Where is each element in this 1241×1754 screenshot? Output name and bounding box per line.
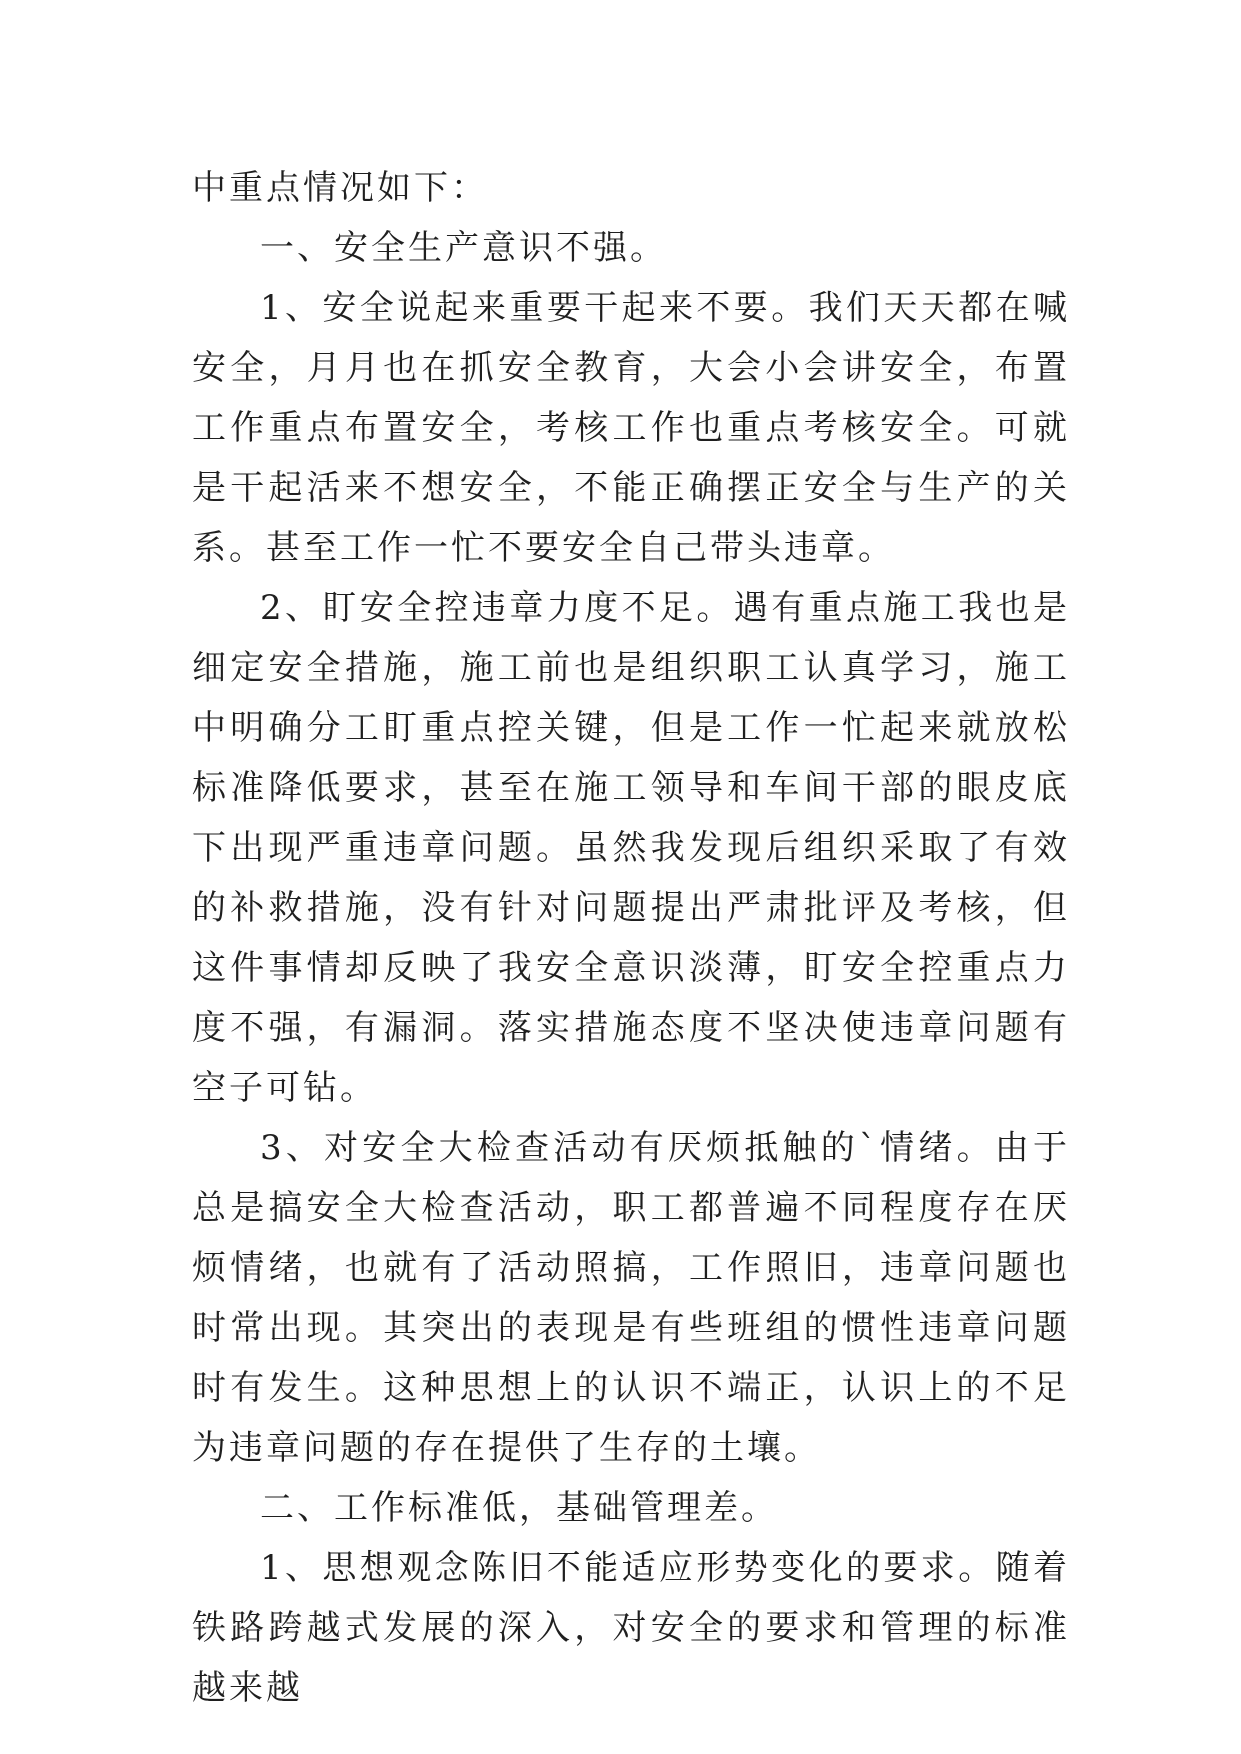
paragraph-2-1: 1、思想观念陈旧不能适应形势变化的要求。随着铁路跨越式发展的深入，对安全的要求和管理的标准越来越 [192,1548,1070,1708]
section-heading-1: 一、安全生产意识不强。 [260,228,667,268]
paragraph-intro: 中重点情况如下： [192,168,488,208]
paragraph-1-1: 1、安全说起来重要干起来不要。我们天天都在喊安全，月月也在抓安全教育，大会小会讲安全，布置工作重点布置安全，考核工作也重点考核安全。可就是干起活来不想安全，不能正确摆正安全与生产的关系。甚至工作一忙不要安全自己带头违章。 [192,288,1070,568]
paragraph-1-2: 2、盯安全控违章力度不足。遇有重点施工我也是细定安全措施，施工前也是组织职工认真学习，施工中明确分工盯重点控关键，但是工作一忙起来就放松标准降低要求，甚至在施工领导和车间干部的眼皮底下出现严重违章问题。虽然我发现后组织采取了有效的补救措施，没有针对问题提出严肃批评及考核，但这件事情却反映了我安全意识淡薄，盯安全控重点力度不强，有漏洞。落实措施态度不坚决使违章问题有空子可钻。 [192,588,1070,1108]
paragraph-1-3: 3、对安全大检查活动有厌烦抵触的`情绪。由于总是搞安全大检查活动，职工都普遍不同程度存在厌烦情绪，也就有了活动照搞，工作照旧，违章问题也时常出现。其突出的表现是有些班组的惯性违章问题时有发生。这种思想上的认识不端正，认识上的不足为违章问题的存在提供了生存的土壤。 [192,1128,1070,1468]
section-heading-2: 二、工作标准低，基础管理差。 [260,1488,778,1528]
document-page [192,158,1070,1718]
